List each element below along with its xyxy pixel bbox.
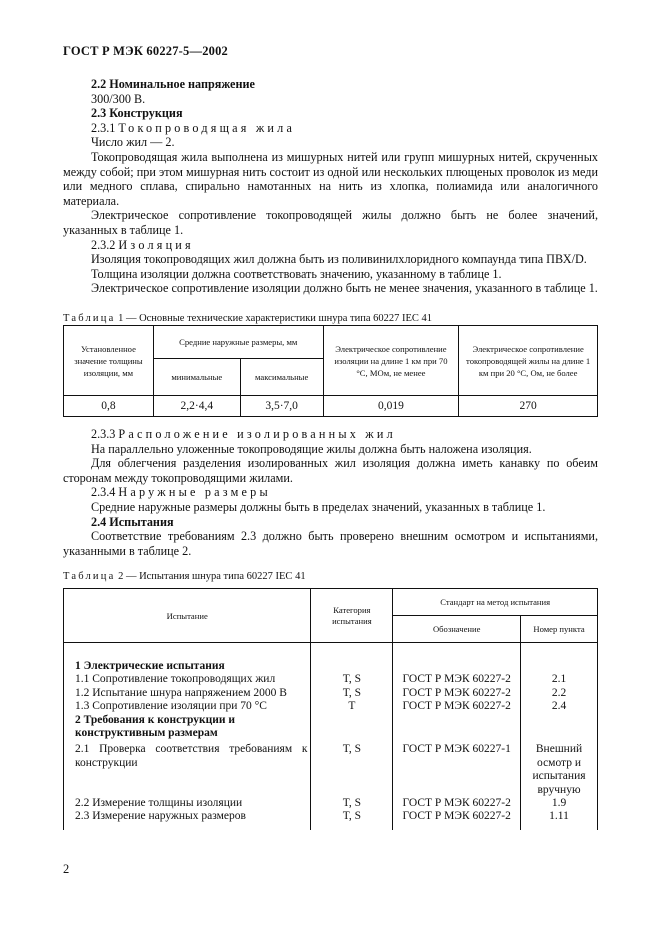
header-max: максимальные [240,359,323,396]
cell-designation: ГОСТ Р МЭК 60227-2 [393,797,521,810]
paragraph: Соответствие требованиям 2.3 должно быть проверено внешним осмотром и испытаниями, указанными в таблице 2. [63,529,598,558]
subsection-2-3-2-title [63,238,598,253]
cell-clause [521,643,598,674]
cell-min: 2,2·4,4 [153,396,240,417]
table-row [64,673,598,686]
cell-insulation-resistance: 0,019 [323,396,459,417]
body-text [63,77,598,296]
paragraph: Электрическое сопротивление токопроводящей жилы должно быть не более значений, указанных в таблице 1. [63,208,598,237]
cell-max: 3,5·7,0 [240,396,323,417]
cell-designation: ГОСТ Р МЭК 60227-2 [393,700,521,713]
subsection-title: Токопроводящая жила [118,120,296,135]
table-2 [63,588,598,830]
section-2-2-heading: 2.2 Номинальное напряжение [91,77,255,91]
cell-test: 1.3 Сопротивление изоляции при 70 °С [64,700,311,713]
caption-text: 2 — Испытания шнура типа 60227 IEC 41 [118,571,306,582]
cell-category: T [311,700,393,713]
paragraph: На параллельно уложенные токопроводящие жилы должна быть наложена изоляция. [91,441,532,456]
cell-clause: 2.4 [521,700,598,713]
cell-conductor-resistance: 270 [459,396,598,417]
subsection-number: 2.3.2 [91,237,116,252]
cell-clause: 2.1 [521,673,598,686]
cell-designation: ГОСТ Р МЭК 60227-1 [393,740,521,797]
table-label: Таблица [63,571,116,582]
paragraph: Для облегчения разделения изолированных жил изоляция должна иметь канавку по обеим сторонам между токопроводящими жилами. [63,456,598,485]
cell-test: 1.1 Сопротивление токопроводящих жил [64,673,311,686]
cell-category: T, S [311,673,393,686]
cell-designation [393,643,521,674]
cell-category [311,643,393,674]
subsection-title: Расположение изолированных жил [118,427,396,441]
header-clause: Номер пункта [521,616,598,643]
document-header: ГОСТ Р МЭК 60227-5—2002 [63,44,228,58]
cell-category: T, S [311,810,393,829]
subsection-number: 2.3.3 [91,427,116,441]
rated-voltage-value: 300/300 В. [91,91,146,106]
table1-caption [63,313,432,324]
table-label: Таблица [63,313,116,324]
cell-clause: 1.11 [521,810,598,829]
cell-thickness: 0,8 [64,396,154,417]
cell-designation: ГОСТ Р МЭК 60227-2 [393,687,521,700]
table-row [64,797,598,810]
cell-clause [521,714,598,741]
paragraph: Электрическое сопротивление изоляции должно быть не менее значения, указанного в таблице 1. [91,281,598,296]
table-row [64,810,598,829]
cell-test: 2 Требования к конструкции и конструктивным размерам [64,714,311,741]
subsection-2-3-3-title [63,427,598,442]
paragraph: Средние наружные размеры должны быть в пределах значений, указанных в таблице 1. [91,499,546,514]
cell-test: 1 Электрические испытания [64,643,311,674]
header-insulation-resistance: Электрическое сопротивление изоляции на длине 1 км при 70 °С, МОм, не менее [323,326,459,396]
table-row [64,700,598,713]
table-row [64,687,598,700]
section-2-4-heading: 2.4 Испытания [91,514,174,529]
paragraph: Изоляция токопроводящих жил должна быть из поливинилхлоридного компаунда типа ПВХ/D. [91,252,587,267]
cell-designation: ГОСТ Р МЭК 60227-2 [393,673,521,686]
paragraph: Толщина изоляции должна соответствовать значению, указанному в таблице 1. [91,266,502,281]
cell-category: T, S [311,797,393,810]
table-1 [63,325,598,417]
table-header-row [64,589,598,616]
subsection-number: 2.3.4 [91,485,116,500]
cell-clause: 1.9 [521,797,598,810]
table-row [64,396,598,417]
cell-clause: Внешний осмотр и испытания вручную [521,740,598,797]
table-row [64,643,598,674]
subsection-number: 2.3.1 [91,120,116,135]
header-min: минимальные [153,359,240,396]
section-2-3-heading: 2.3 Конструкция [91,106,183,121]
table-row [64,714,598,741]
cell-category: T, S [311,687,393,700]
subsection-2-3-4-title [63,485,598,500]
subsection-2-3-1-title [63,121,598,136]
caption-text: 1 — Основные технические характеристики шнура типа 60227 IEC 41 [118,313,433,324]
page-number: 2 [63,862,70,876]
header-conductor-resistance: Электрическое сопротивление токопроводящей жилы на длине 1 км при 20 °С, Ом, не более [459,326,598,396]
cell-test: 1.2 Испытание шнура напряжением 2000 В [64,687,311,700]
header-category: Категория испытания [311,589,393,643]
header-test: Испытание [64,589,311,643]
body-text-2 [63,427,598,558]
cores-count: Число жил — 2. [91,135,175,150]
cell-category [311,714,393,741]
header-outer-dims: Средние наружные размеры, мм [153,326,323,359]
subsection-title: Изоляция [118,237,194,252]
header-standard: Стандарт на метод испытания [393,589,598,616]
subsection-title: Наружные размеры [118,485,271,500]
cell-designation [393,714,521,741]
paragraph: Токопроводящая жила выполнена из мишурных нитей или групп мишурных нитей, скрученных между собой; при этом мишурная нить состоит из одной или нескольких плющеных проволок из меди или медного сплава, спирально намотанных на нить из хлопка, полиамида или аналогичного материала. [63,149,598,208]
table-row [64,740,598,797]
header-thickness: Установленное значение толщины изоляции, мм [64,326,154,396]
cell-test: 2.2 Измерение толщины изоляции [64,797,311,810]
cell-category: T, S [311,740,393,797]
cell-clause: 2.2 [521,687,598,700]
cell-designation: ГОСТ Р МЭК 60227-2 [393,810,521,829]
cell-test: 2.1 Проверка соответствия требованиям к конструкции [64,740,311,797]
table2-caption [63,571,306,582]
cell-test: 2.3 Измерение наружных размеров [64,810,311,829]
header-designation: Обозначение [393,616,521,643]
